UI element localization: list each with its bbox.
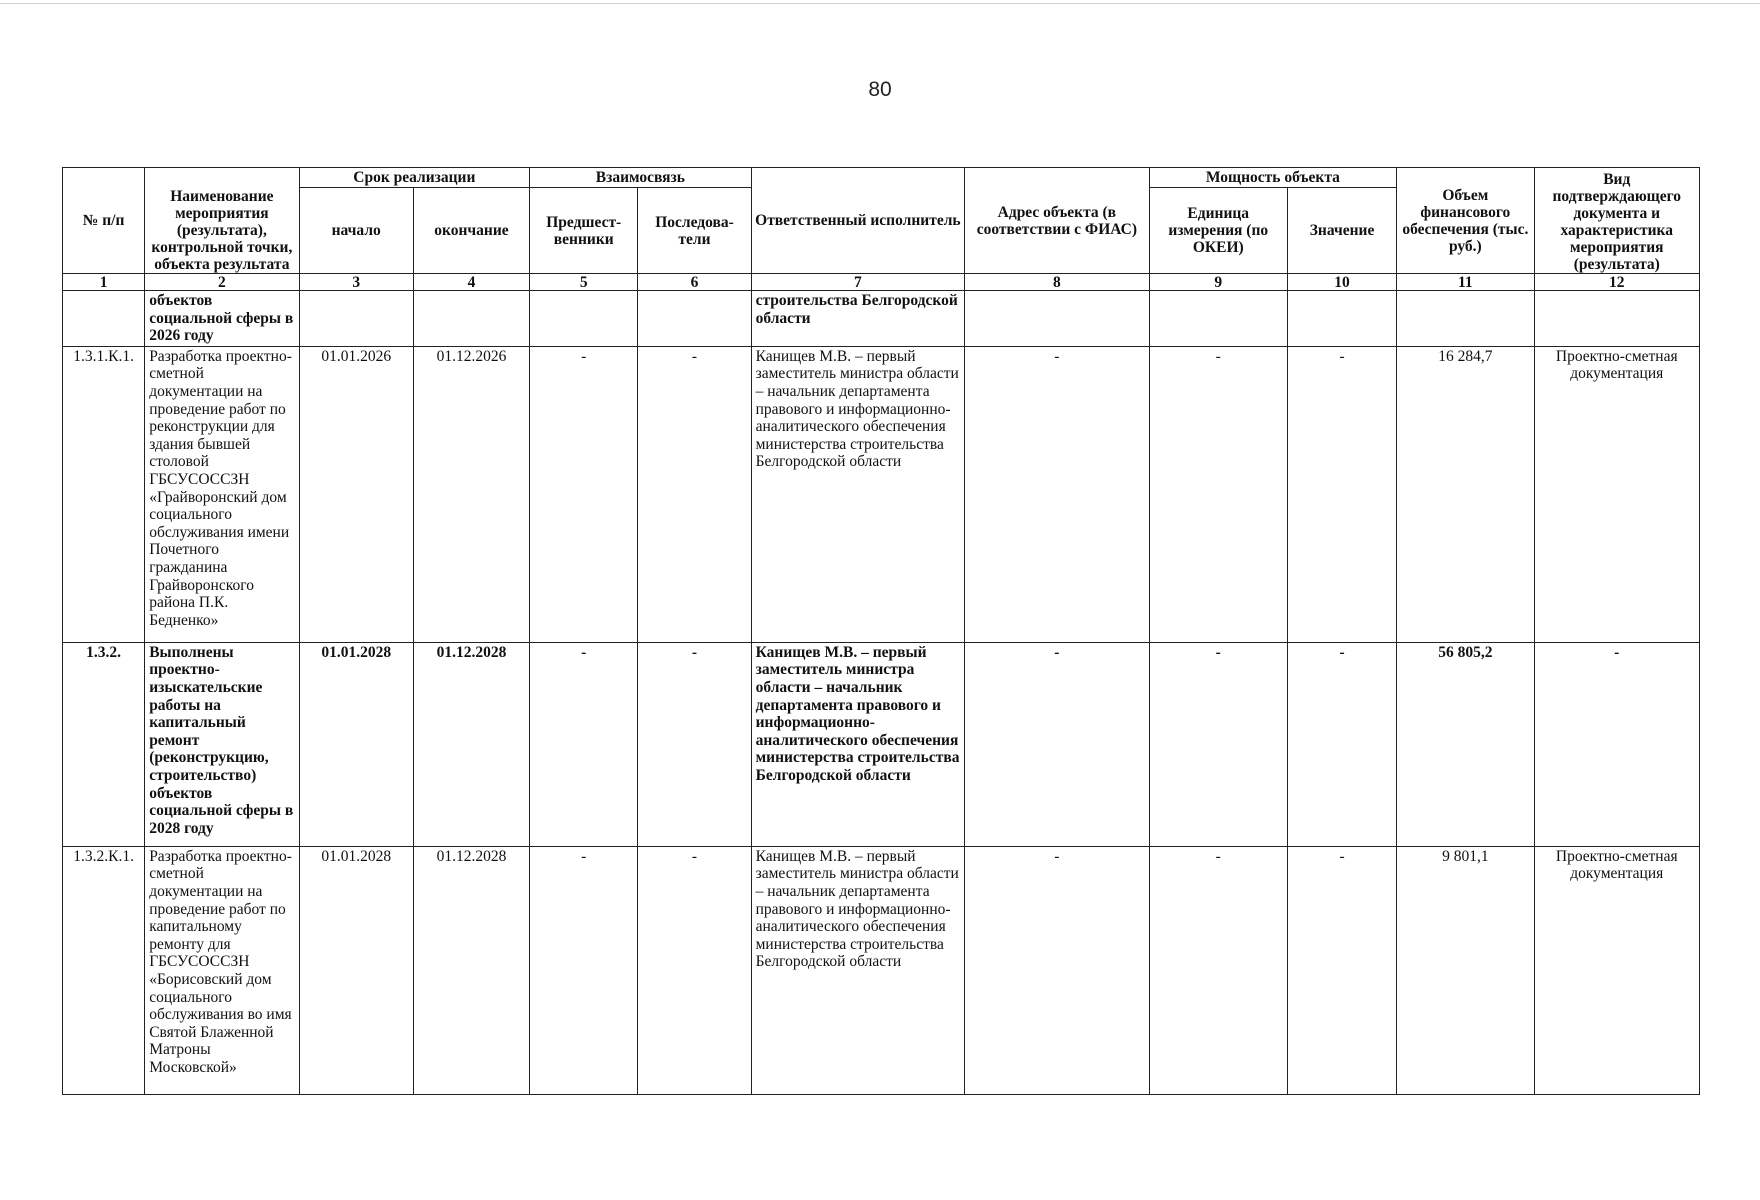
row-name: Разработка проектно-сметной документации на проведение работ по капитальному ремонту для ГБСУСОССЗН «Борисовский дом социального обслуживания во имя Святой Блаженной Матроны Московской» [145,846,299,1094]
row-unit: - [1149,642,1287,846]
row-unit [1149,291,1287,347]
row-value [1287,291,1396,347]
row-executor: строительства Белгородской области [751,291,965,347]
row-end: 01.12.2028 [413,846,529,1094]
page-number: 80 [868,78,892,101]
column-number: 9 [1149,274,1287,291]
row-value: - [1287,346,1396,642]
row-end: 01.12.2026 [413,346,529,642]
row-funding: 9 801,1 [1397,846,1534,1094]
table-row [63,291,1700,347]
row-funding: 56 805,2 [1397,642,1534,846]
header-relation: Взаимосвязь [530,168,752,188]
row-start: 01.01.2026 [299,346,413,642]
row-funding: 16 284,7 [1397,346,1534,642]
header-unit: Единица измерения (по ОКЕИ) [1149,188,1287,274]
row-start: 01.01.2028 [299,846,413,1094]
column-number: 7 [751,274,965,291]
column-number: 3 [299,274,413,291]
row-name: объектов социальной сферы в 2026 году [145,291,299,347]
row-address: - [965,346,1149,642]
row-successors: - [638,846,751,1094]
header-value: Значение [1287,188,1396,274]
row-funding [1397,291,1534,347]
header-capacity: Мощность объекта [1149,168,1397,188]
column-number: 11 [1397,274,1534,291]
row-num: 1.3.1.К.1. [63,346,145,642]
column-number: 1 [63,274,145,291]
row-successors [638,291,751,347]
row-doc-type [1534,291,1700,347]
table-row [63,846,1700,1094]
row-end [413,291,529,347]
header-name: Наименование мероприятия (результата), контрольной точки, объекта результата [145,168,299,274]
row-end: 01.12.2028 [413,642,529,846]
row-num [63,291,145,347]
header-num: № п/п [63,168,145,274]
table-row [63,642,1700,846]
row-doc-type: Проектно-сметная документация [1534,346,1700,642]
row-successors: - [638,642,751,846]
column-number: 2 [145,274,299,291]
row-name: Выполнены проектно-изыскательские работы на капитальный ремонт (реконструкцию, строительство) объектов социальной сферы в 2028 году [145,642,299,846]
row-address [965,291,1149,347]
column-number: 12 [1534,274,1700,291]
table-row [63,346,1700,642]
header-address: Адрес объекта (в соответствии с ФИАС) [965,168,1149,274]
row-predecessors: - [530,846,638,1094]
page-top-rule [0,3,1760,4]
row-successors: - [638,346,751,642]
row-start: 01.01.2028 [299,642,413,846]
row-address: - [965,846,1149,1094]
column-number: 10 [1287,274,1396,291]
column-number: 6 [638,274,751,291]
column-number: 5 [530,274,638,291]
row-value: - [1287,642,1396,846]
header-successors: Последова-тели [638,188,751,274]
row-num: 1.3.2. [63,642,145,846]
header-doc-type: Вид подтверждающего документа и характеристика мероприятия (результата) [1534,168,1700,274]
row-executor: Канищев М.В. – первый заместитель министра области – начальник департамента правового и информационно-аналитического обеспечения министерства строительства Белгородской области [751,346,965,642]
row-value: - [1287,846,1396,1094]
header-end: окончание [413,188,529,274]
header-period: Срок реализации [299,168,530,188]
header-predecessors: Предшест-венники [530,188,638,274]
row-unit: - [1149,346,1287,642]
row-executor: Канищев М.В. – первый заместитель министра области – начальник департамента правового и информационно-аналитического обеспечения министерства строительства Белгородской области [751,642,965,846]
row-executor: Канищев М.В. – первый заместитель министра области – начальник департамента правового и информационно-аналитического обеспечения министерства строительства Белгородской области [751,846,965,1094]
row-num: 1.3.2.К.1. [63,846,145,1094]
row-predecessors: - [530,346,638,642]
column-number: 4 [413,274,529,291]
header-executor: Ответственный исполнитель [751,168,965,274]
row-predecessors: - [530,642,638,846]
column-number: 8 [965,274,1149,291]
row-doc-type: - [1534,642,1700,846]
row-address: - [965,642,1149,846]
header-funding: Объем финансового обеспечения (тыс. руб.) [1397,168,1534,274]
header-start: начало [299,188,413,274]
event-plan-table [62,167,1700,1095]
row-predecessors [530,291,638,347]
row-start [299,291,413,347]
row-doc-type: Проектно-сметная документация [1534,846,1700,1094]
row-name: Разработка проектно-сметной документации на проведение работ по реконструкции для здания бывшей столовой ГБСУСОССЗН «Грайворонский дом социального обслуживания имени Почетного гражданина Грайворонского района П.К. Бедненко» [145,346,299,642]
row-unit: - [1149,846,1287,1094]
